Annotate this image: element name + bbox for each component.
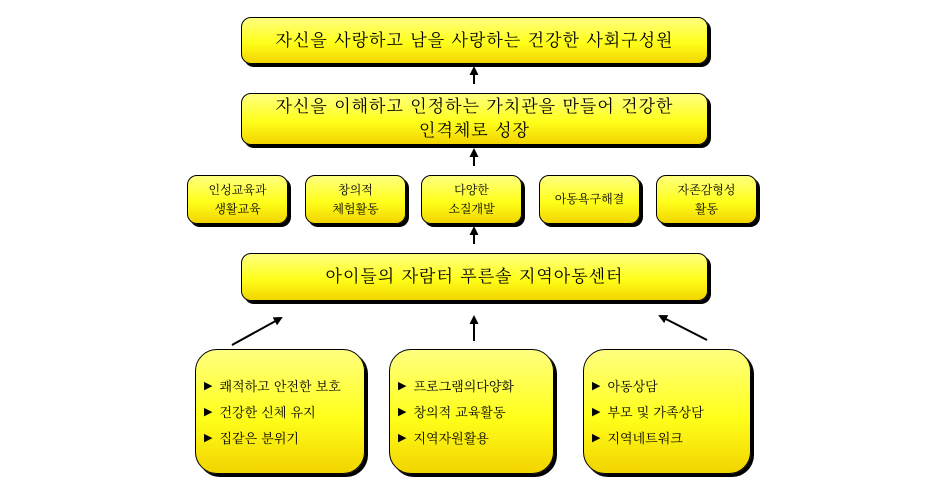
program-label-line2: 체험활동: [332, 201, 379, 216]
program-label-line1: 자존감형성: [677, 182, 736, 197]
program-label-line2: 활동: [694, 201, 719, 216]
program-label-line1: 다양한: [454, 182, 489, 197]
program-label-line1: 인성교육과: [208, 182, 267, 197]
goal-growth-line2: 인격체로 성장: [419, 121, 530, 141]
list-item-label: 창의적 교육활동: [413, 406, 506, 421]
bullet-arrow-icon: ▶: [592, 405, 601, 418]
bullet-arrow-icon: ▶: [592, 379, 601, 392]
bullet-arrow-icon: ▶: [592, 431, 601, 444]
arrow-right-to-center: [660, 316, 707, 340]
bullet-arrow-icon: ▶: [398, 379, 407, 392]
list-item-label: 쾌적하고 안전한 보호: [219, 380, 341, 395]
goal-growth-line1: 자신을 이해하고 인정하는 가치관을 만들어 건강한: [275, 97, 674, 117]
list-item-label: 지역자원활용: [413, 432, 489, 447]
program-label-line1: 창의적: [338, 182, 373, 197]
bullet-arrow-icon: ▶: [398, 405, 407, 418]
program-label-line2: 생활교육: [214, 201, 261, 216]
center-name: 아이들의 자람터 푸른솔 지역아동센터: [325, 267, 624, 287]
program-label-line1: 아동욕구해결: [554, 192, 625, 206]
arrow-left-to-center: [232, 318, 281, 345]
bullet-arrow-icon: ▶: [204, 431, 213, 444]
list-item-label: 부모 및 가족상담: [607, 406, 704, 421]
bullet-arrow-icon: ▶: [204, 379, 213, 392]
list-item-label: 아동상담: [607, 380, 658, 395]
list-item-label: 건강한 신체 유지: [219, 406, 316, 421]
program-label-line2: 소질개발: [448, 201, 495, 216]
bullet-arrow-icon: ▶: [398, 431, 407, 444]
list-item-label: 집같은 분위기: [219, 432, 299, 447]
list-item-label: 프로그램의다양화: [413, 380, 514, 395]
list-item-label: 지역네트워크: [607, 432, 683, 447]
bullet-arrow-icon: ▶: [204, 405, 213, 418]
goal-text-top: 자신을 사랑하고 남을 사랑하는 건강한 사회구성원: [275, 30, 674, 51]
